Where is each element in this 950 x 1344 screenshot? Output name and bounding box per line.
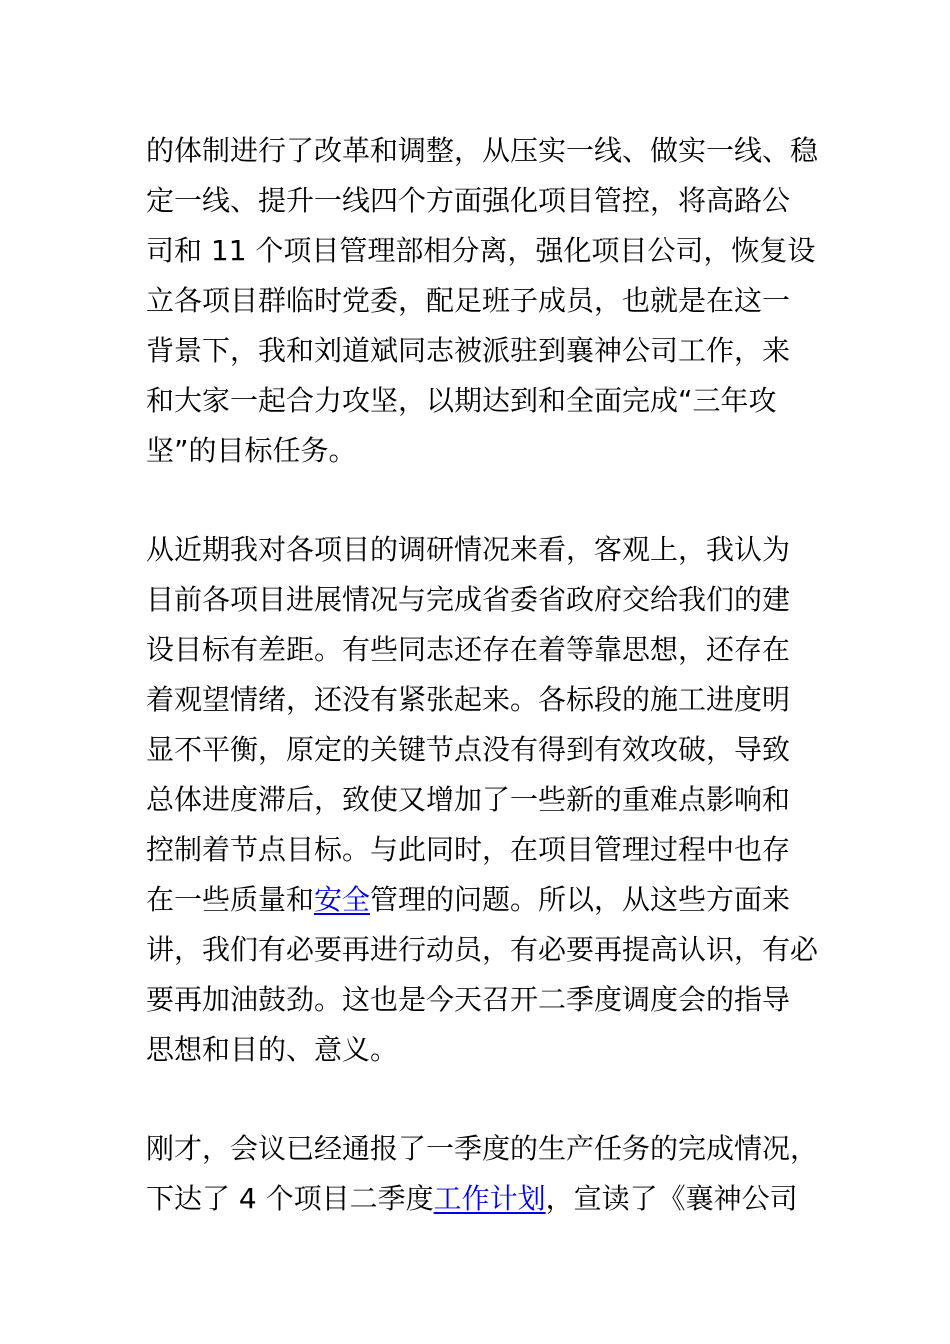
- paragraph-gap: [146, 1075, 826, 1124]
- text-line-with-link: [146, 1174, 826, 1224]
- text-line: 显不平衡，原定的关键节点没有得到有效攻破，导致: [146, 733, 791, 766]
- text-segment: 在一些质量和: [146, 883, 315, 916]
- text-line: 立各项目群临时党委，配足班子成员，也就是在这一: [146, 284, 791, 317]
- text-segment: 管理的问题。所以，从这些方面来: [370, 883, 791, 916]
- text-line: 定一线、提升一线四个方面强化项目管控，将高路公: [146, 184, 791, 217]
- safety-link[interactable]: 安全: [314, 883, 371, 916]
- text-line: 设目标有差距。有些同志还存在着等靠思想，还存在: [146, 633, 791, 666]
- text-line: 思想和目的、意义。: [146, 1033, 399, 1066]
- work-plan-link[interactable]: 工作计划: [433, 1182, 546, 1215]
- text-line: 要再加油鼓劲。这也是今天召开二季度调度会的指导: [146, 983, 791, 1016]
- text-line: 从近期我对各项目的调研情况来看，客观上，我认为: [146, 533, 791, 566]
- text-line: 司和 11 个项目管理部相分离，强化项目公司，恢复设: [146, 234, 816, 267]
- text-line: 刚才，会议已经通报了一季度的生产任务的完成情况，: [146, 1132, 819, 1165]
- text-segment: ，宣读了《襄神公司: [545, 1182, 798, 1215]
- text-line: 目前各项目进展情况与完成省委省政府交给我们的建: [146, 583, 791, 616]
- paragraph-3: [146, 1124, 826, 1224]
- text-line-with-link: [146, 875, 826, 925]
- paragraph-1: [146, 126, 826, 476]
- text-line: 坚”的目标任务。: [146, 434, 357, 467]
- text-line: 总体进度滞后，致使又增加了一些新的重难点影响和: [146, 783, 791, 816]
- document-page: [146, 126, 826, 1224]
- text-line: 着观望情绪，还没有紧张起来。各标段的施工进度明: [146, 683, 791, 716]
- paragraph-gap: [146, 476, 826, 525]
- text-line: 背景下，我和刘道斌同志被派驻到襄神公司工作，来: [146, 334, 791, 367]
- text-line: 讲，我们有必要再进行动员，有必要再提高认识，有必: [146, 933, 819, 966]
- text-line: 控制着节点目标。与此同时，在项目管理过程中也存: [146, 833, 791, 866]
- paragraph-2: [146, 525, 826, 1075]
- text-segment: 下达了 4 个项目二季度: [146, 1182, 434, 1215]
- text-line: 和大家一起合力攻坚，以期达到和全面完成“三年攻: [146, 384, 777, 417]
- text-line: 的体制进行了改革和调整，从压实一线、做实一线、稳: [146, 134, 819, 167]
